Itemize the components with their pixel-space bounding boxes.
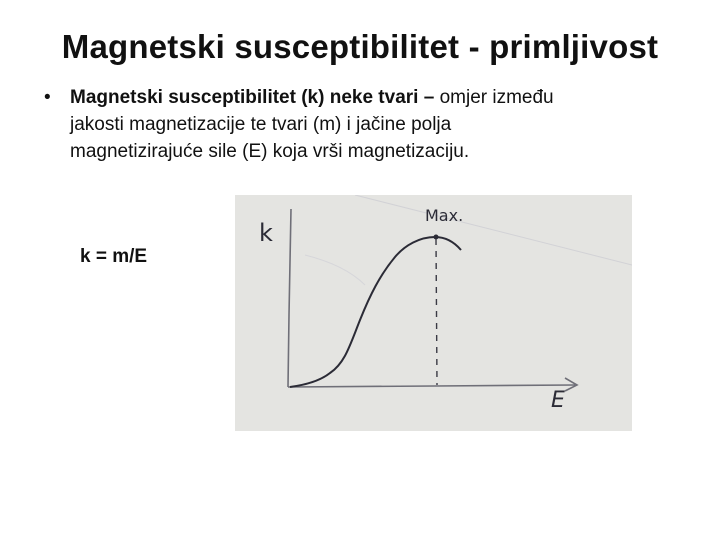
hand-drawn-graph xyxy=(235,195,632,431)
paper-background xyxy=(235,195,632,431)
slide-title: Magnetski susceptibilitet - primljivost xyxy=(61,28,659,65)
definition-line-2: jakosti magnetizacije te tvari (m) i jačine polja xyxy=(70,114,452,135)
y-axis-label: k xyxy=(259,219,273,247)
definition-line-3: magnetizirajuće sile (E) koja vrši magnetizaciju. xyxy=(70,141,470,162)
definition-bullet xyxy=(36,84,676,165)
definition-line-1: omjer između xyxy=(434,87,554,108)
bullet-dot-icon: • xyxy=(44,87,51,108)
hand-drawn-graph-photo xyxy=(235,195,632,431)
max-label: Max. xyxy=(425,206,464,225)
x-axis-label: E xyxy=(551,388,565,413)
susceptibility-formula: k = m/E xyxy=(80,246,148,267)
definition-text xyxy=(70,84,676,165)
max-point xyxy=(434,235,439,240)
definition-term: Magnetski susceptibilitet (k) neke tvari – xyxy=(70,87,435,108)
